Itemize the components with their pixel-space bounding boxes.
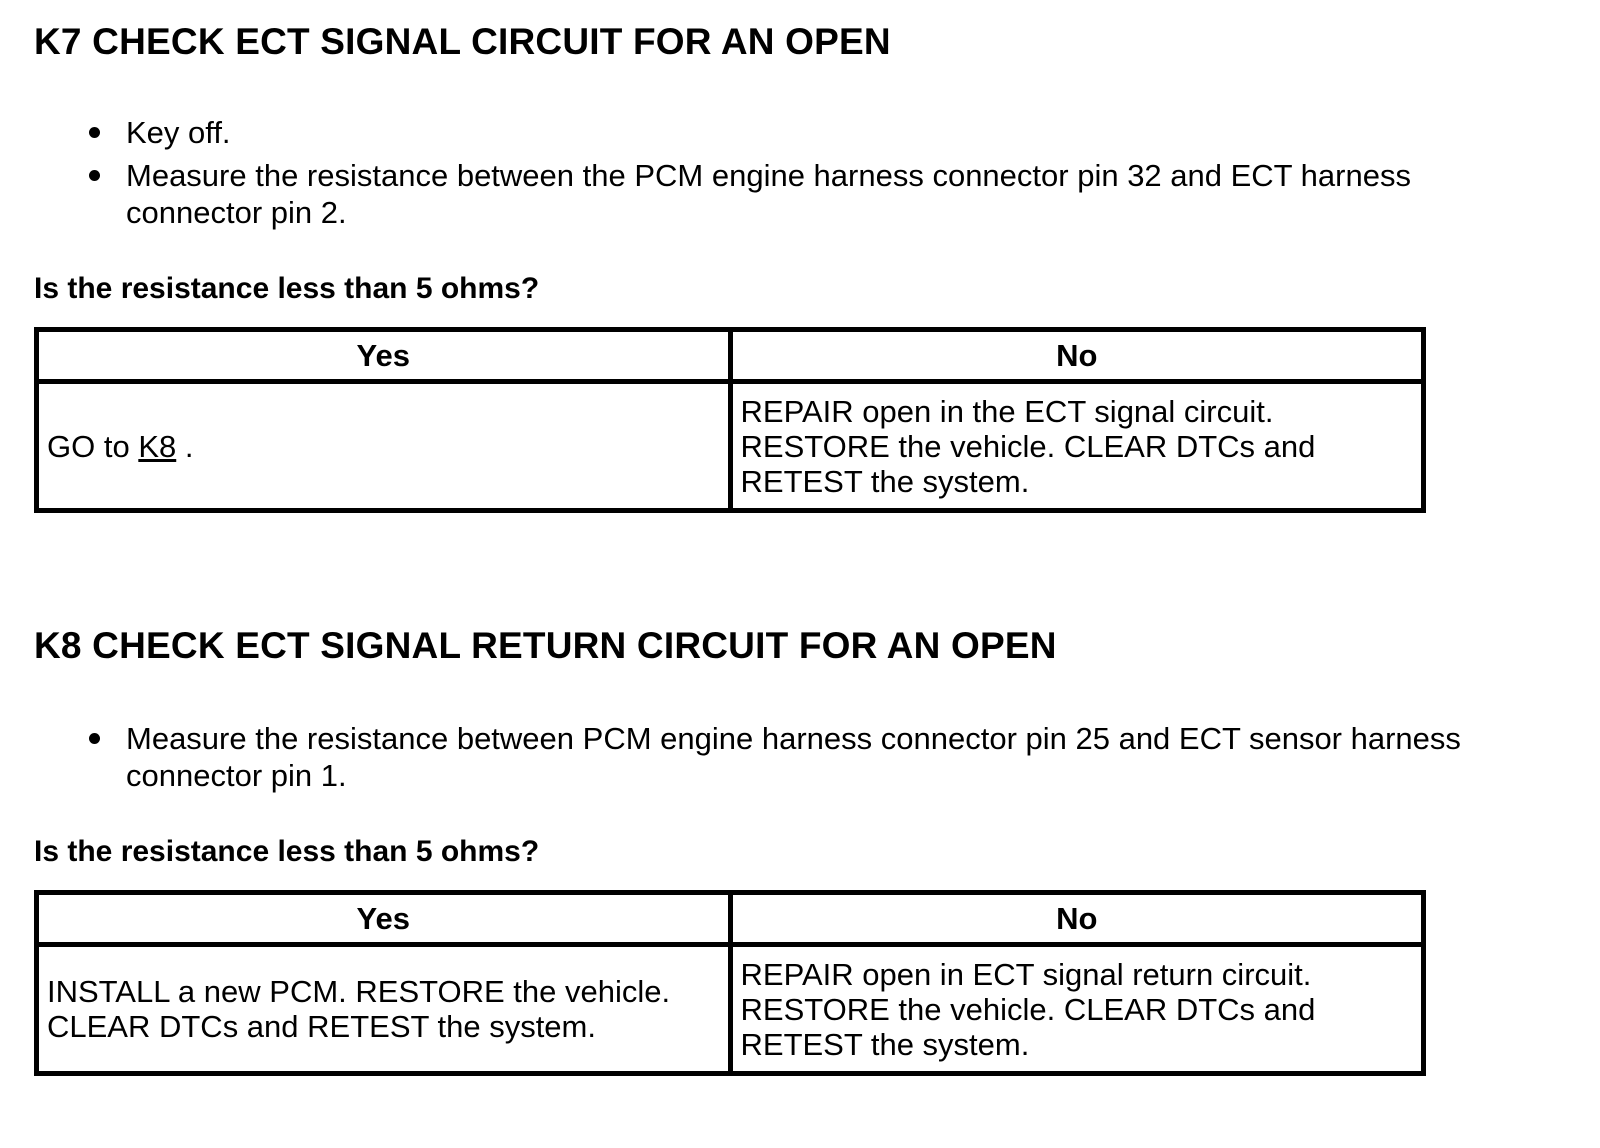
k7-section [34, 20, 1554, 513]
k7-step-1: Key off. [126, 114, 1554, 151]
k7-step-2: Measure the resistance between the PCM engine harness connector pin 32 and ECT harness connector pin 2. [126, 157, 1554, 231]
k7-table-header-row [37, 330, 1424, 382]
k7-no-cell: REPAIR open in the ECT signal circuit. RESTORE the vehicle. CLEAR DTCs and RETEST the system. [730, 382, 1424, 511]
k8-no-cell: REPAIR open in ECT signal return circuit. RESTORE the vehicle. CLEAR DTCs and RETEST the system. [730, 945, 1424, 1074]
k7-table-row [37, 382, 1424, 511]
k8-decision-table [34, 890, 1426, 1076]
k8-section [34, 624, 1554, 1076]
k8-yes-header: Yes [37, 893, 731, 945]
k8-table-row [37, 945, 1424, 1074]
k8-table-header-row [37, 893, 1424, 945]
k7-yes-prefix: GO to [47, 428, 139, 464]
k8-link[interactable]: K8 [138, 428, 177, 464]
k8-no-header: No [730, 893, 1424, 945]
k7-decision-table [34, 327, 1426, 513]
k8-yes-cell: INSTALL a new PCM. RESTORE the vehicle. CLEAR DTCs and RETEST the system. [37, 945, 731, 1074]
k8-heading: K8 CHECK ECT SIGNAL RETURN CIRCUIT FOR AN OPEN [34, 625, 1057, 666]
k8-question: Is the resistance less than 5 ohms? [34, 835, 540, 868]
k7-heading: K7 CHECK ECT SIGNAL CIRCUIT FOR AN OPEN [34, 21, 891, 62]
k7-steps-list [34, 114, 1554, 231]
k8-steps-list [34, 720, 1554, 794]
k7-yes-header: Yes [37, 330, 731, 382]
k7-yes-cell [37, 382, 731, 511]
k8-step-1: Measure the resistance between PCM engine harness connector pin 25 and ECT sensor harness connector pin 1. [126, 720, 1554, 794]
k7-yes-suffix: . [176, 428, 194, 464]
k7-no-header: No [730, 330, 1424, 382]
k7-question: Is the resistance less than 5 ohms? [34, 272, 540, 305]
